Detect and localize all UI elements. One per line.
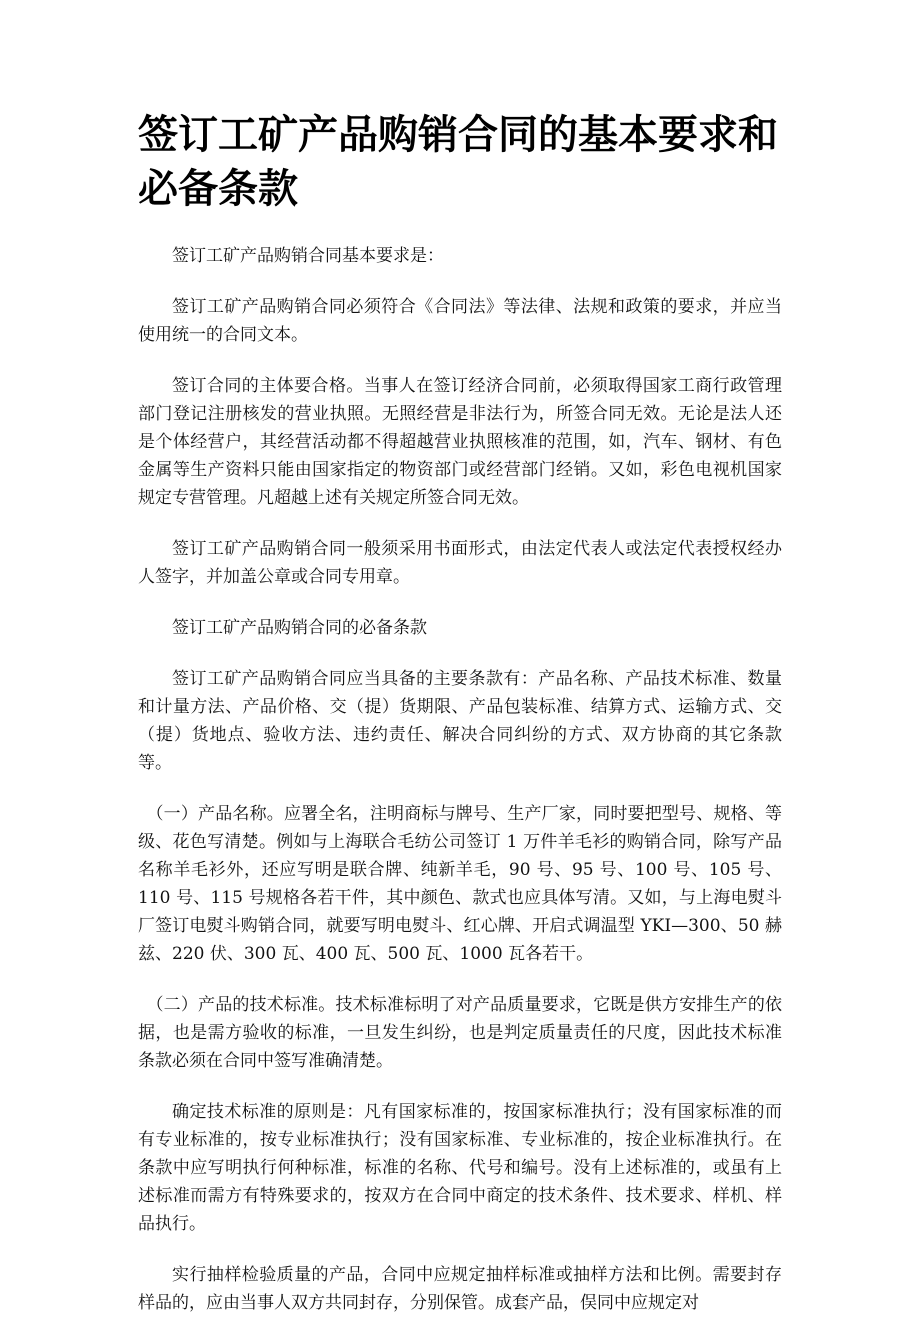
paragraph-required-clauses-heading: 签订工矿产品购销合同的必备条款 [172,618,427,638]
paragraph-main-clauses: 签订工矿产品购销合同应当具备的主要条款有：产品名称、产品技术标准、数量和计量方法、产品价格、交（提）货期限、产品包装标准、结算方式、运输方式、交（提）货地点、验收方法、违约责任、解决合同纠纷的方式、双方协商的其它条款等。 [138,669,782,773]
paragraph-written-form: 签订工矿产品购销合同一般须采用书面形式，由法定代表人或法定代表授权经办人签字，并加盖公章或合同专用章。 [138,539,782,587]
paragraph-qualified-parties: 签订合同的主体要合格。当事人在签订经济合同前，必须取得国家工商行政管理部门登记注册核发的营业执照。无照经营是非法行为，所签合同无效。无论是法人还是个体经营户，其经营活动都不得超越营业执照核准的范围，如，汽车、钢材、有色金属等生产资料只能由国家指定的物资部门或经营部门经销。又如，彩色电视机国家规定专营管理。凡超越上述有关规定所签合同无效。 [138,376,782,508]
paragraph-product-name: （一）产品名称。应署全名，注明商标与牌号、生产厂家，同时要把型号、规格、等级、花色写清楚。例如与上海联合毛纺公司签订 1 万件羊毛衫的购销合同，除写产品名称羊毛衫外，还应写明是联合牌、纯新羊毛，90 号、95 号、100 号、105 号、110 号、115 号规格各若干件，其中颜色、款式也应具体写清。又如，与上海电熨斗厂签订电熨斗购销合同，就要写明电熨斗、红心牌、开启式调温型 YKI—300、50 赫兹、220 伏、300 瓦、400 瓦、500 瓦、1000 瓦各若干。 [138,804,782,964]
paragraph-basic-requirements-heading: 签订工矿产品购销合同基本要求是： [172,246,444,266]
paragraph-standard-principles: 确定技术标准的原则是：凡有国家标准的，按国家标准执行；没有国家标准的而有专业标准的，按专业标准执行；没有国家标准、专业标准的，按企业标准执行。在条款中应写明执行何种标准，标准的名称、代号和编号。没有上述标准的，或虽有上述标准而需方有特殊要求的，按双方在合同中商定的技术条件、技术要求、样机、样品执行。 [138,1102,782,1234]
paragraph-technical-standard: （二）产品的技术标准。技术标准标明了对产品质量要求，它既是供方安排生产的依据，也是需方验收的标准，一旦发生纠纷，也是判定质量责任的尺度，因此技术标准条款必须在合同中签写准确清楚。 [138,995,782,1071]
document-title: 签订工矿产品购销合同的基本要求和必备条款 [138,111,778,212]
document-page [138,108,782,1317]
paragraph-legal-compliance: 签订工矿产品购销合同必须符合《合同法》等法律、法规和政策的要求，并应当使用统一的合同文本。 [138,297,782,345]
paragraph-sampling-inspection: 实行抽样检验质量的产品，合同中应规定抽样标准或抽样方法和比例。需要封存样品的，应由当事人双方共同封存，分别保管。成套产品，俣同中应规定对 [138,1265,782,1313]
